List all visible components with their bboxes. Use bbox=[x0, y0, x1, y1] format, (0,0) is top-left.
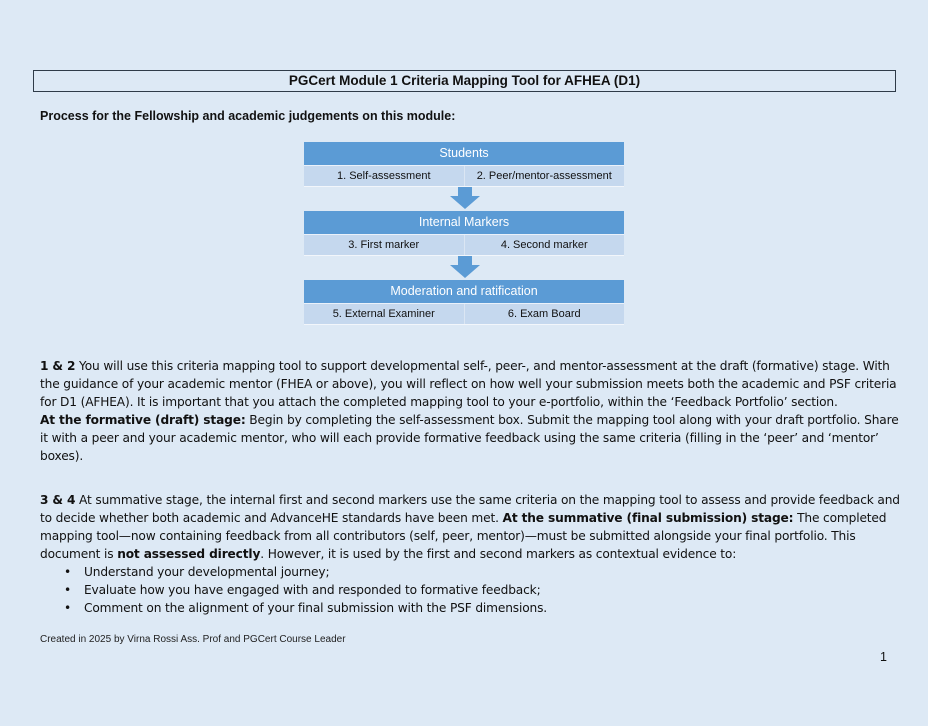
stage-header: Internal Markers bbox=[304, 211, 624, 235]
stage-item: 4. Second marker bbox=[464, 235, 625, 255]
section-lead: 3 & 4 bbox=[40, 493, 76, 507]
paragraph-intro bbox=[40, 357, 900, 411]
stage-item: 2. Peer/mentor-assessment bbox=[464, 166, 625, 186]
down-arrow-icon bbox=[450, 256, 480, 278]
document-title: PGCert Module 1 Criteria Mapping Tool for AFHEA (D1) bbox=[33, 70, 896, 92]
down-arrow-icon bbox=[450, 187, 480, 209]
stage-header: Students bbox=[304, 142, 624, 166]
emphasis-text: not assessed directly bbox=[117, 547, 261, 561]
stage-items bbox=[304, 304, 624, 325]
paragraph-text: The completed mapping tool—now containing feedback from all contributors (self, peer, mentor)—must be submitted alongside your final portfolio. This document is bbox=[40, 511, 887, 561]
stage-header: Moderation and ratification bbox=[304, 280, 624, 304]
paragraph-summative bbox=[40, 491, 900, 563]
stage-item: 6. Exam Board bbox=[464, 304, 625, 324]
summative-label: At the summative (final submission) stage: bbox=[502, 511, 794, 525]
stage-items bbox=[304, 235, 624, 256]
evidence-list bbox=[40, 563, 900, 617]
stage-item: 5. External Examiner bbox=[332, 308, 435, 320]
list-item: • Evaluate how you have engaged with and responded to formative feedback; bbox=[84, 581, 900, 599]
page-number: 1 bbox=[880, 650, 887, 664]
section-lead: 1 & 2 bbox=[40, 359, 76, 373]
paragraph-text: You will use this criteria mapping tool to support developmental self-, peer-, and mentor-assessment at the draft (formative) stage. With the guidance of your academic mentor (FHEA or above), you will reflect on how well your submission meets both the academic and PSF criteria for D1 (AFHEA). It is important that you attach the completed mapping tool to your e-portfolio, within the ‘Feedback Portfolio’ section. bbox=[40, 359, 897, 409]
formative-label: At the formative (draft) stage: bbox=[40, 413, 246, 427]
list-item: • Comment on the alignment of your final submission with the PSF dimensions. bbox=[84, 599, 900, 617]
paragraph-formative bbox=[40, 411, 900, 465]
paragraph-text: Begin by completing the self-assessment box. Submit the mapping tool along with your draft portfolio. Share it with a peer and your academic mentor, who will each provide formative feedback using the same criteria (filling in the ‘peer’ and ‘mentor’ boxes). bbox=[40, 413, 899, 463]
section-summative bbox=[40, 491, 900, 617]
paragraph-text: . However, it is used by the first and second markers as contextual evidence to: bbox=[260, 547, 737, 561]
stage-item: 1. Self-assessment bbox=[336, 170, 431, 182]
stage-students bbox=[304, 142, 624, 187]
stage-item: 3. First marker bbox=[348, 239, 420, 251]
list-item: • Understand your developmental journey; bbox=[84, 563, 900, 581]
process-subheading: Process for the Fellowship and academic judgements on this module: bbox=[40, 109, 456, 123]
stage-internal-markers bbox=[304, 211, 624, 256]
footer-credit: Created in 2025 by Virna Rossi Ass. Prof and PGCert Course Leader bbox=[40, 634, 346, 645]
section-formative bbox=[40, 357, 900, 465]
stage-moderation bbox=[304, 280, 624, 325]
paragraph-text: At summative stage, the internal first and second markers use the same criteria on the mapping tool to assess and provide feedback and to decide whether both academic and AdvanceHE standards have been met. bbox=[40, 493, 900, 525]
stage-items bbox=[304, 166, 624, 187]
